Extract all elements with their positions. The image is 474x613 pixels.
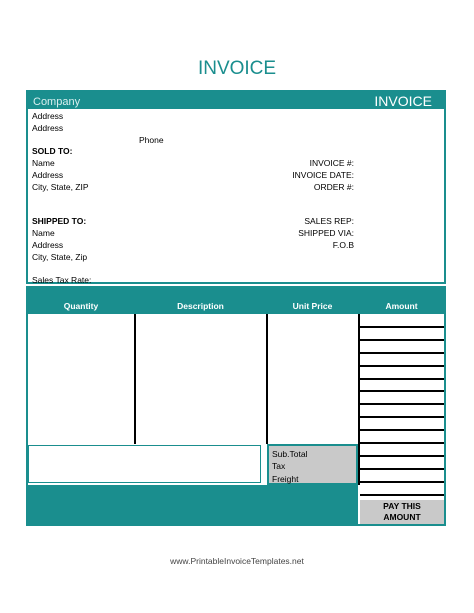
amount-row-line (360, 339, 444, 341)
amount-row-line (360, 352, 444, 354)
column-header-quantity: Quantity (63, 301, 99, 311)
sold-to-city: City, State, ZIP (32, 182, 89, 192)
column-divider (266, 314, 268, 444)
pay-this-amount-box (360, 500, 444, 524)
amount-row-line (360, 326, 444, 328)
bottom-band (28, 485, 358, 524)
amount-row-line (360, 481, 444, 483)
amount-row-line (360, 390, 444, 392)
invoice-number-label: INVOICE #: (309, 158, 354, 168)
amount-row-line (360, 378, 444, 380)
header-invoice-label: INVOICE (374, 93, 432, 109)
amount-row-line (360, 494, 444, 496)
column-header-amount: Amount (385, 301, 418, 311)
sales-tax-rate-label: Sales Tax Rate: (32, 275, 92, 285)
amount-row-line (360, 468, 444, 470)
sales-rep-label: SALES REP: (304, 216, 354, 226)
fob-label: F.O.B (332, 240, 354, 250)
pay-label-line-1: PAY THIS (383, 501, 421, 511)
amount-row-line (360, 455, 444, 457)
amount-row-line (360, 442, 444, 444)
subtotal-label: Sub.Total (272, 449, 308, 459)
shipped-via-label: SHIPPED VIA: (298, 228, 354, 238)
shipped-to-city: City, State, Zip (32, 252, 88, 262)
totals-box (267, 444, 358, 485)
table-header-row (28, 299, 444, 314)
page-title: INVOICE (197, 58, 277, 79)
tax-label: Tax (272, 461, 286, 471)
amount-row-line (360, 416, 444, 418)
sold-to-heading: SOLD TO: (32, 146, 73, 156)
items-band (28, 288, 444, 299)
sold-to-address: Address (32, 170, 64, 180)
company-phone: Phone (139, 135, 164, 145)
order-number-label: ORDER #: (313, 182, 354, 192)
freight-label: Freight (272, 474, 299, 484)
invoice-date-label: INVOICE DATE: (292, 170, 354, 180)
notes-box[interactable] (28, 445, 261, 483)
company-address-1: Address (32, 111, 64, 121)
sold-to-name: Name (32, 158, 55, 168)
amount-row-line (360, 429, 444, 431)
company-address-2: Address (32, 123, 64, 133)
amount-row-line (360, 365, 444, 367)
shipped-to-heading: SHIPPED TO: (32, 216, 87, 226)
shipped-to-name: Name (32, 228, 55, 238)
column-header-description: Description (177, 301, 224, 311)
shipped-to-address: Address (32, 240, 64, 250)
header-box (26, 90, 446, 284)
amount-row-line (360, 403, 444, 405)
company-name: Company (33, 96, 81, 108)
column-header-unit-price: Unit Price (292, 301, 333, 311)
pay-label-line-2: AMOUNT (383, 512, 421, 522)
column-divider (134, 314, 136, 444)
footer-url[interactable]: www.PrintableInvoiceTemplates.net (170, 556, 304, 566)
pay-label (360, 501, 444, 523)
